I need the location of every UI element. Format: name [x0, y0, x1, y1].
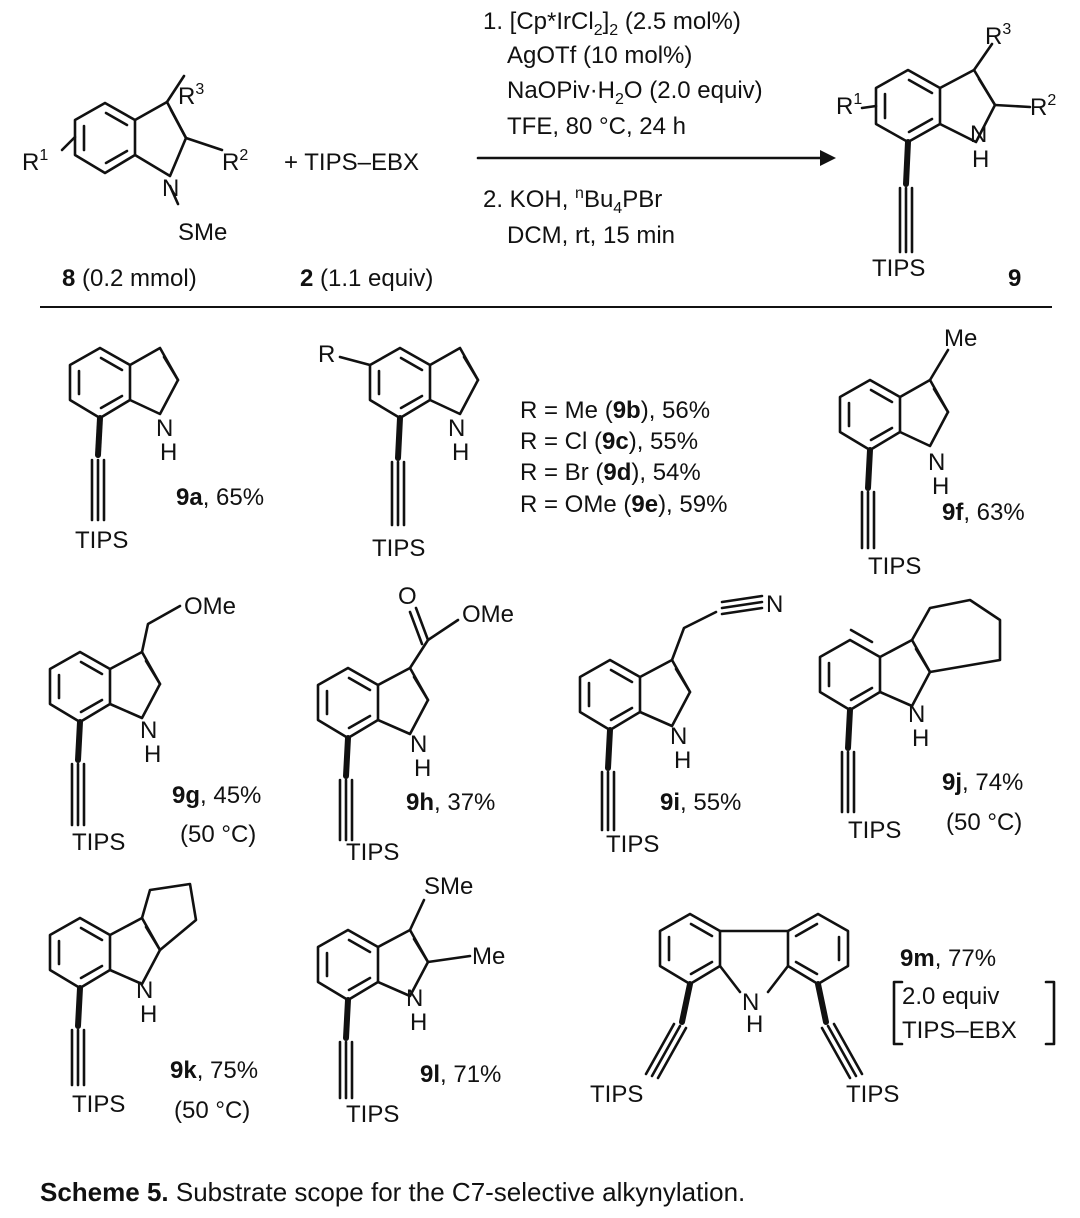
- svg-text:H: H: [140, 1001, 158, 1028]
- compound-9m: [590, 914, 1054, 1108]
- svg-text:R: R: [318, 341, 336, 368]
- svg-text:O: O: [398, 583, 417, 610]
- compound-9h: [318, 583, 514, 866]
- svg-text:(50 °C): (50 °C): [174, 1097, 251, 1124]
- svg-text:H: H: [414, 755, 432, 782]
- svg-text:OMe: OMe: [462, 601, 515, 628]
- svg-text:AgOTf (10 mol%): AgOTf (10 mol%): [507, 42, 693, 69]
- svg-text:TIPS: TIPS: [75, 527, 129, 554]
- svg-text:OMe: OMe: [184, 593, 237, 620]
- svg-text:Me: Me: [944, 325, 978, 352]
- r2-label: $R^2$: [222, 147, 249, 176]
- svg-text:9k, 75%: 9k, 75%: [170, 1057, 259, 1084]
- svg-text:N: N: [970, 121, 988, 148]
- svg-text:H: H: [912, 725, 930, 752]
- svg-text:N: N: [406, 985, 424, 1012]
- r3-label: $R^3$: [178, 81, 205, 110]
- compound-9j: [820, 600, 1023, 844]
- compound-9k: [50, 884, 258, 1124]
- reagent-label: 2 (1.1 equiv): [300, 265, 434, 292]
- svg-text:N: N: [908, 701, 926, 728]
- svg-text:R = OMe (9e), 59%: R = OMe (9e), 59%: [520, 491, 728, 518]
- svg-text:9a, 65%: 9a, 65%: [176, 484, 265, 511]
- svg-text:N: N: [136, 977, 154, 1004]
- svg-text:N: N: [448, 415, 466, 442]
- svg-text:R1: $R^1$: [836, 91, 863, 120]
- svg-text:TIPS: TIPS: [868, 553, 922, 580]
- compound-9f: [840, 325, 1025, 580]
- svg-text:H: H: [452, 439, 470, 466]
- scheme-caption: [40, 1177, 745, 1208]
- sm-label: 8 (0.2 mmol): [62, 265, 197, 292]
- svg-text:R = Me (9b), 56%: R = Me (9b), 56%: [520, 397, 711, 424]
- svg-text:9j, 74%: 9j, 74%: [942, 769, 1024, 796]
- r1-label: $R^1$: [22, 147, 49, 176]
- svg-text:9i, 55%: 9i, 55%: [660, 789, 742, 816]
- svg-text:N: N: [766, 591, 784, 618]
- svg-text:TIPS: TIPS: [72, 829, 126, 856]
- r-group-list: [520, 397, 727, 518]
- svg-text:N: N: [156, 415, 174, 442]
- svg-text:TIPS: TIPS: [846, 1081, 900, 1108]
- product-label: 9: [1008, 265, 1022, 292]
- compound-9i: [580, 591, 783, 858]
- svg-text:R2: $R^2$: [1030, 92, 1057, 121]
- svg-text:1. [Cp*IrCl2]2 (2.5 mol%): 1. $[Cp*IrCl_2]_2$ (2.5 mol%): [483, 8, 741, 39]
- svg-text:TIPS: TIPS: [872, 255, 926, 282]
- svg-text:9m, 77%: 9m, 77%: [900, 945, 997, 972]
- caption-bold: Scheme 5.: [40, 1177, 169, 1207]
- svg-text:(50 °C): (50 °C): [180, 821, 257, 848]
- svg-text:H: H: [972, 146, 990, 173]
- svg-text:H: H: [932, 473, 950, 500]
- svg-text:H: H: [144, 741, 162, 768]
- svg-text:TIPS: TIPS: [372, 535, 426, 562]
- svg-text:2.0 equiv: 2.0 equiv: [902, 983, 1000, 1010]
- svg-text:R = Br (9d), 54%: R = Br (9d), 54%: [520, 459, 701, 486]
- svg-text:9l, 71%: 9l, 71%: [420, 1061, 502, 1088]
- compound-9a: [70, 348, 264, 554]
- svg-text:NaOPiv·H2O (2.0 equiv): $NaOPiv\cdot H_2O$ (2.0 equiv): [507, 77, 763, 108]
- reaction-conditions: [483, 8, 763, 249]
- svg-text:SMe: SMe: [424, 873, 474, 900]
- n-atom: N: [162, 175, 180, 202]
- svg-text:2. KOH, nBu4PBr: 2. KOH, $^nBu_4PBr$: [483, 185, 663, 217]
- svg-text:TIPS: TIPS: [346, 1101, 400, 1128]
- svg-text:TIPS: TIPS: [590, 1081, 644, 1108]
- reaction-arrow: [478, 150, 836, 166]
- svg-text:TIPS: TIPS: [848, 817, 902, 844]
- svg-text:TIPS: TIPS: [72, 1091, 126, 1118]
- starting-material-8: [22, 76, 248, 246]
- compound-9g: [50, 593, 261, 856]
- compound-9b-9e: [318, 341, 478, 562]
- svg-text:TIPS: TIPS: [346, 839, 400, 866]
- compound-9l: [318, 873, 505, 1128]
- caption-text: Substrate scope for the C7-selective alkynylation.: [168, 1177, 746, 1207]
- reagent: + TIPS–EBX: [284, 149, 419, 176]
- svg-text:N: N: [140, 717, 158, 744]
- svg-text:N: N: [410, 731, 428, 758]
- svg-text:N: N: [670, 723, 688, 750]
- svg-text:N: N: [928, 449, 946, 476]
- svg-text:H: H: [160, 439, 178, 466]
- svg-text:9g, 45%: 9g, 45%: [172, 782, 262, 809]
- svg-text:R3: $R^3$: [985, 21, 1012, 50]
- product-9: [836, 21, 1056, 282]
- svg-text:H: H: [746, 1011, 764, 1038]
- sme-group: SMe: [178, 219, 228, 246]
- svg-text:H: H: [674, 747, 692, 774]
- svg-text:DCM, rt, 15 min: DCM, rt, 15 min: [507, 222, 676, 249]
- svg-text:N: N: [742, 989, 760, 1016]
- svg-text:TFE, 80 °C, 24 h: TFE, 80 °C, 24 h: [507, 113, 687, 140]
- svg-text:R = Cl (9c), 55%: R = Cl (9c), 55%: [520, 428, 699, 455]
- svg-text:H: H: [410, 1009, 428, 1036]
- svg-text:(50 °C): (50 °C): [946, 809, 1023, 836]
- svg-text:9h, 37%: 9h, 37%: [406, 789, 496, 816]
- svg-text:9f, 63%: 9f, 63%: [942, 499, 1025, 526]
- svg-text:TIPS: TIPS: [606, 831, 660, 858]
- svg-text:Me: Me: [472, 943, 506, 970]
- svg-text:TIPS–EBX: TIPS–EBX: [902, 1017, 1017, 1044]
